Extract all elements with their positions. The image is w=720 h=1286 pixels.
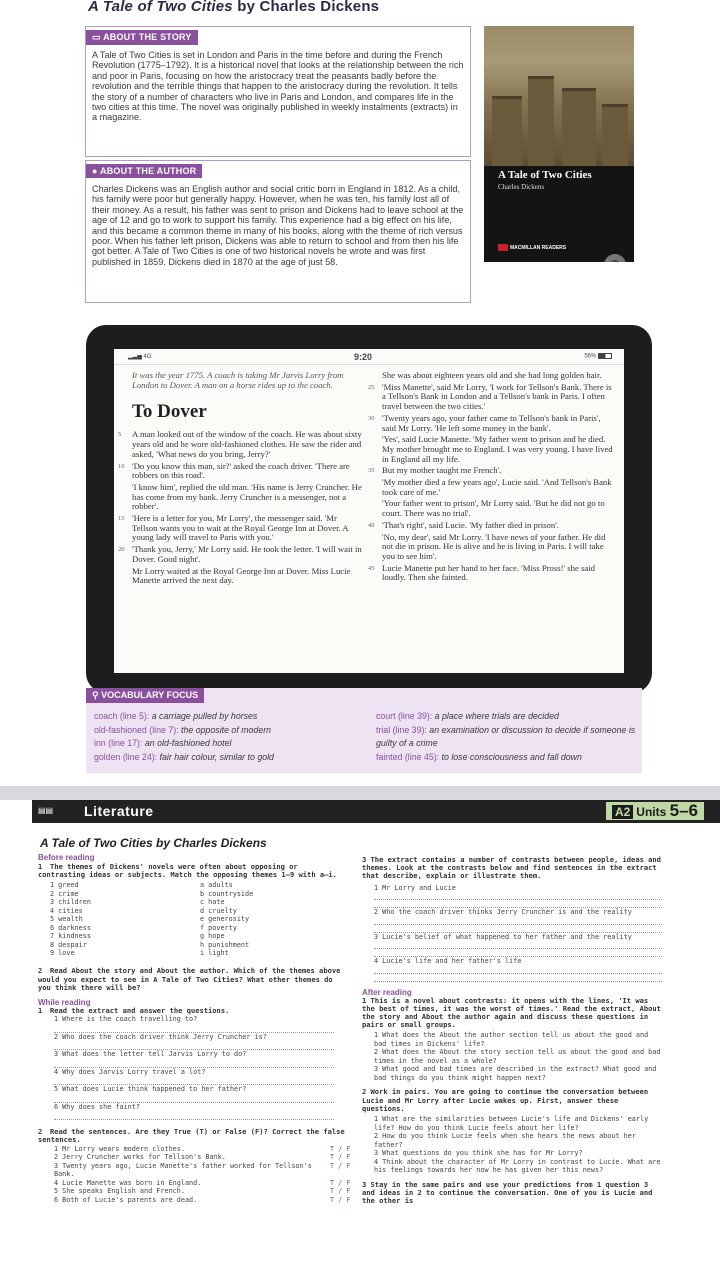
true-false-text: 2 Jerry Cruncher works for Tellson's Bank. xyxy=(54,1153,226,1162)
title-italic: A Tale of Two Cities xyxy=(88,0,233,15)
page-divider xyxy=(0,786,720,800)
discussion-item: 2 How do you think Lucie feels when she hears the news about her father? xyxy=(374,1132,636,1149)
true-false-choice[interactable]: T / F xyxy=(330,1178,351,1187)
units-range: 5–6 xyxy=(669,801,698,820)
after-question-3: 3 Stay in the same pairs and use your predictions from 1 question 3 and ideas in 2 to continue the conversation. One of you is Lucie and the other is xyxy=(362,1179,653,1205)
vocab-right-list xyxy=(376,710,638,764)
publisher-name: MACMILLAN READERS xyxy=(510,244,567,251)
story-paragraph xyxy=(118,544,364,564)
paragraph-text: But my mother taught me French'. xyxy=(382,465,502,476)
vocab-definition: fair hair colour, similar to gold xyxy=(157,751,274,762)
story-paragraph xyxy=(382,533,614,562)
battery-text: 56% xyxy=(584,353,597,360)
vocab-term: inn (line 17): xyxy=(94,738,143,748)
true-false-text: 1 Mr Lorry wears modern clothes. xyxy=(54,1144,185,1153)
true-false-text: 5 She speaks English and French. xyxy=(54,1187,185,1196)
paragraph-text: Mr Lorry waited at the Royal George Inn at Dover. Miss Lucie Manette arrived the next day. xyxy=(132,565,351,586)
paragraph-text: 'Thank you, Jerry,' Mr Lorry said. He took the letter. 'I will wait in Dover. Good night'. xyxy=(132,544,362,564)
vocab-entry xyxy=(94,724,364,738)
question-item: 1 Where is the coach travelling to? xyxy=(54,1015,198,1024)
story-paragraph xyxy=(382,435,614,464)
question-3: 3 The extract contains a number of contrasts between people, ideas and themes. Look at the contrasts below and find sentences in the extract that describe, explain or illustrate them. xyxy=(362,855,661,881)
story-paragraph xyxy=(132,483,364,512)
story-paragraph xyxy=(382,371,614,381)
theme-item: 1 greed xyxy=(50,881,79,890)
while-question-1-text: Read the extract and answer the questions. xyxy=(50,1006,230,1016)
vocab-definition: the opposite of modern xyxy=(178,724,272,735)
line-number: 40 xyxy=(368,521,375,529)
vocab-label-text: VOCABULARY FOCUS xyxy=(101,690,199,700)
true-false-item xyxy=(54,1162,354,1179)
story-paragraph xyxy=(132,567,364,586)
answer-line[interactable] xyxy=(54,1059,334,1068)
about-author-label-text: ABOUT THE AUTHOR xyxy=(100,166,197,176)
theme-item: 8 despair xyxy=(50,940,87,949)
about-author-box xyxy=(85,160,471,303)
contrast-item: 4 Lucie's life and her father's life xyxy=(374,957,522,966)
while-question-2: 2 Read the sentences. Are they True (T) or False (F)? Correct the false sentences. xyxy=(38,1127,345,1145)
theme-item: c hate xyxy=(200,898,225,907)
question-item: 3 What does the letter tell Jarvis Lorry to do? xyxy=(54,1050,247,1059)
story-paragraph xyxy=(368,381,614,412)
story-paragraph xyxy=(382,478,614,497)
line-number: 30 xyxy=(368,414,375,422)
matching-list xyxy=(50,881,348,963)
vocab-entry xyxy=(94,737,364,751)
question-item: 4 Why does Jarvis Lorry travel a lot? xyxy=(54,1067,206,1076)
line-number: 5 xyxy=(118,431,122,439)
answer-line[interactable] xyxy=(54,1076,334,1085)
paragraph-text: 'No, my dear', said Mr Lorry. 'I have news of your father. He did not die in prison. He is alive and he is living in Paris. I will take you to see him'. xyxy=(382,531,606,561)
true-false-choice[interactable]: T / F xyxy=(330,1187,351,1196)
question-2-text: Read About the story and About the author. Which of the themes above would you expect to see in A Tale of Two Cities? What other themes do you think there will be? xyxy=(38,966,341,992)
about-author-text: Charles Dickens was an English author and social critic born in England in 1812. As a child, his family were poor but generally happy. However, when he was ten, his family lost all of their money. As a result, his father was sent to prison and Dickens had to leave school at the age of 12 and go to work to support his family. This experience had a big effect on his life, and this became a common theme in many of his books, along with the theme of rich versus poor. When his father left prison, Dickens was able to return to school and from then his life got better. A Tale of Two Cities is one of two historical novels he wrote and was first published in 1859. Dickens died in 1870 at the age of just 58. xyxy=(92,184,464,267)
story-paragraph xyxy=(382,499,614,518)
about-story-text: A Tale of Two Cities is set in London and Paris in the time before and during the French Revolution (1775–1792). It is a historical novel that looks at the relationship between the rich and poor in Paris, focusing on how the aristocracy treat the peasants badly before the revolution and the terrible things that happen to the aristocracy during the revolution. It tells the story of a number of characters who live in Paris and London, and compares life in the two cities at this time. The novel was originally published in weekly instalments (extracts) in a magazine. xyxy=(92,50,464,123)
question-item: 2 Who does the coach driver think Jerry Cruncher is? xyxy=(54,1032,267,1041)
answer-line[interactable] xyxy=(54,1041,334,1050)
person-icon: ● xyxy=(92,166,101,176)
level-badge: A2 xyxy=(612,805,633,819)
literature-title: Literature xyxy=(84,803,154,819)
theme-item: d cruelty xyxy=(200,906,237,915)
while-reading-heading: While reading xyxy=(38,998,91,1008)
theme-item: a adults xyxy=(200,881,233,890)
literature-header xyxy=(32,800,720,823)
answer-line[interactable] xyxy=(374,966,662,974)
chapter-title: To Dover xyxy=(132,401,207,423)
paragraph-text: 'That's right', said Lucie. 'My father died in prison'. xyxy=(382,519,559,530)
paragraph-text: 'Here is a letter for you, Mr Lorry', the messenger said. 'Mr Tellson wants you to wait at the Royal George Inn at Dover. A young lady will travel to Paris with you.' xyxy=(132,513,349,543)
page-title xyxy=(88,0,379,15)
while-question-1: 1 Read the extract and answer the questions. xyxy=(38,1006,230,1016)
vocab-definition: a carriage pulled by horses xyxy=(149,711,258,721)
story-paragraph xyxy=(368,412,614,433)
battery-icon xyxy=(584,353,612,360)
paragraph-text: 'Yes', said Lucie Manette. 'My father went to prison and he died. My mother brought me to England. I was very young. I have lived in England all my life. xyxy=(382,434,613,464)
story-paragraph xyxy=(118,513,364,543)
before-reading-heading: Before reading xyxy=(38,853,95,862)
book-stack-icon: ▤▤ xyxy=(38,806,54,815)
line-number: 20 xyxy=(118,546,125,554)
true-false-choice[interactable]: T / F xyxy=(330,1153,351,1162)
vocab-entry xyxy=(376,710,638,724)
theme-item: f poverty xyxy=(200,923,237,932)
true-false-choice[interactable]: T / F xyxy=(330,1195,351,1204)
answer-line[interactable] xyxy=(54,1024,334,1033)
book-icon: ▭ xyxy=(92,32,104,42)
magnifier-icon: ⚲ xyxy=(92,690,102,700)
theme-item: 4 cities xyxy=(50,906,83,915)
status-bar xyxy=(114,349,624,365)
question-item: 5 What does Lucie think happened to her father? xyxy=(54,1085,247,1094)
theme-item: g hope xyxy=(200,932,225,941)
answer-line[interactable] xyxy=(374,925,662,933)
true-false-text: 4 Lucie Manette was born in England. xyxy=(54,1178,202,1187)
story-paragraph xyxy=(118,429,364,459)
answer-line[interactable] xyxy=(374,892,662,900)
cd-icon xyxy=(604,254,626,262)
contrast-item: 1 Mr Lorry and Lucie xyxy=(374,883,456,892)
vocab-term: trial (line 39): xyxy=(376,724,427,735)
story-paragraph xyxy=(368,562,614,583)
true-false-choice[interactable]: T / F xyxy=(330,1144,351,1153)
paragraph-text: 'Your father went to prison', Mr Lorry said. 'But he did not go to court. There was no trial'. xyxy=(382,498,605,519)
theme-item: 6 darkness xyxy=(50,923,91,932)
about-story-label-text: ABOUT THE STORY xyxy=(103,32,192,42)
vocab-term: court (line 39): xyxy=(376,711,433,721)
title-rest: by Charles Dickens xyxy=(232,0,380,15)
theme-item: 7 kindness xyxy=(50,932,91,941)
after-question-2: 2 Work in pairs. You are going to continue the conversation between Lucie and Mr Lorry after Lucie wakes up. First, answer these questions. xyxy=(362,1087,649,1113)
vocab-term: coach (line 5): xyxy=(94,711,150,721)
theme-item: b countryside xyxy=(200,889,254,898)
theme-item: 5 wealth xyxy=(50,915,83,924)
discussion-item: 4 Think about the character of Mr Lorry in contrast to Lucie. What are his feelings towards her now he has given her this news? xyxy=(374,1157,661,1175)
question-1: 1 The themes of Dickens' novels were often about opposing or contrasting ideas or subjects. Match the opposing themes 1–9 with a–i. xyxy=(38,862,337,880)
about-story-label xyxy=(86,30,198,45)
clock: 9:20 xyxy=(354,352,373,362)
answer-line[interactable] xyxy=(374,974,662,982)
vocab-entry xyxy=(376,724,638,751)
line-number: 10 xyxy=(118,462,125,470)
paragraph-text: 'I know him', replied the old man. 'His name is Jerry Cruncher. He has come from my bank. Jerry Cruncher is a messenger, not a robber'. xyxy=(132,481,362,512)
line-number: 45 xyxy=(368,564,375,572)
answer-line[interactable] xyxy=(54,1111,334,1120)
after-reading-heading: After reading xyxy=(362,987,412,997)
vocab-left-list xyxy=(94,710,364,764)
answer-line[interactable] xyxy=(374,917,662,925)
units-word: Units xyxy=(636,805,667,819)
worksheet-title: A Tale of Two Cities by Charles Dickens xyxy=(40,836,267,850)
theme-item: 3 children xyxy=(50,898,91,907)
cover-illustration xyxy=(484,26,634,166)
theme-item: e generosity xyxy=(200,915,250,924)
line-number: 15 xyxy=(118,515,125,523)
paragraph-text: She was about eighteen years old and she had long golden hair. xyxy=(382,370,602,380)
story-paragraph xyxy=(118,460,364,481)
ereader-right-column xyxy=(368,370,614,585)
about-author-label xyxy=(86,164,202,178)
paragraph-text: 'My mother died a few years ago', Lucie said. 'And Tellson's Bank took care of me.' xyxy=(382,477,612,497)
after-question-1: 1 This is a novel about contrasts: it opens with the lines, 'It was the best of times, it was the worst of times.' Read the extract, About the story and About the author again and discuss these questions in pairs or small groups. xyxy=(362,995,661,1030)
vocab-definition: to lose consciousness and fall down xyxy=(439,751,582,762)
question-item: 6 Why does she faint? xyxy=(54,1102,140,1111)
worksheet-left-column xyxy=(38,853,351,1204)
question-1-text: The themes of Dickens' novels were often about opposing or contrasting ideas or subjects. Match the opposing themes 1–9 with a–i. xyxy=(38,862,337,880)
book-cover-image xyxy=(484,26,634,262)
paragraph-text: 'Do you know this man, sir?' asked the coach driver. 'There are robbers on this road'. xyxy=(132,460,350,481)
line-number: 35 xyxy=(368,467,375,475)
paragraph-text: Lucie Manette put her hand to her face. 'Miss Pross!' she said loudly. Then she fainted. xyxy=(382,562,596,583)
discussion-item: 3 What good and bad times are described in the extract? What good and bad things do you think might happen next? xyxy=(374,1065,657,1082)
about-story-box xyxy=(85,26,471,157)
publisher-logo xyxy=(498,244,566,251)
vocab-entry xyxy=(376,751,638,765)
units-badge xyxy=(606,802,704,820)
story-paragraph xyxy=(368,519,614,531)
true-false-text: 3 Twenty years ago, Lucie Manette's father worked for Tellson's Bank. xyxy=(54,1161,312,1179)
vocab-definition: a place where trials are decided xyxy=(432,711,559,721)
question-2: 2 Read About the story and About the author. Which of the themes above would you expect to see in A Tale of Two Cities? What other themes do you think there will be? xyxy=(38,966,341,992)
contrast-item: 3 Lucie's belief of what happened to her father and the reality xyxy=(374,932,632,941)
theme-item: 9 love xyxy=(50,949,75,958)
discussion-item: 3 What questions do you think she has for Mr Lorry? xyxy=(374,1149,583,1158)
discussion-item: 1 What are the similarities between Lucie's life and Dickens' early life? How do you think Lucie feels about her life? xyxy=(374,1115,649,1132)
cover-title: A Tale of Two Cities xyxy=(498,169,592,181)
contrast-item: 2 Who the coach driver thinks Jerry Cruncher is and the reality xyxy=(374,908,632,917)
vocab-definition: an old-fashioned hotel xyxy=(142,738,232,748)
true-false-choice[interactable]: T / F xyxy=(330,1161,351,1170)
true-false-item xyxy=(54,1145,354,1154)
answer-line[interactable] xyxy=(374,900,662,908)
ereader-left-column xyxy=(118,370,364,588)
tablet-screen xyxy=(114,349,624,673)
vocabulary-focus-box xyxy=(86,688,642,773)
theme-item: i light xyxy=(200,949,229,958)
vocabulary-focus-label xyxy=(86,688,204,703)
answer-line[interactable] xyxy=(374,941,662,949)
true-false-item xyxy=(54,1187,354,1196)
while-question-2-text: Read the sentences. Are they True (T) or False (F)? Correct the false sentences. xyxy=(38,1127,345,1145)
theme-item: h punishment xyxy=(200,940,250,949)
worksheet-right-column xyxy=(362,856,662,1205)
discussion-item: 1 What does the About the author section tell us about the good and bad times in Dickens' life? xyxy=(374,1031,649,1048)
true-false-item xyxy=(54,1153,354,1162)
vocab-term: old-fashioned (line 7): xyxy=(94,724,179,735)
vocab-entry xyxy=(94,710,364,724)
paragraph-text: A man looked out of the window of the coach. He was about sixty years old and he wore old-fashioned clothes. He saw the rider and asked, 'What news do you bring, Jerry?' xyxy=(132,429,362,459)
story-paragraph xyxy=(368,465,614,476)
cover-author: Charles Dickens xyxy=(498,183,545,191)
paragraph-text: 'Twenty years ago, your father came to Tellson's bank in Paris', said Mr Lorry. 'He left some money in the bank'. xyxy=(382,412,601,433)
paragraph-text: 'Miss Manette', said Mr Lorry, 'I work for Tellson's Bank. There is a Tellson's Bank in London and a Tellson's bank in Paris. I often travel between the two cities.' xyxy=(382,381,612,412)
signal-icon: ▂▃▅ 4G xyxy=(128,354,152,360)
true-false-item xyxy=(54,1196,354,1205)
tablet-device xyxy=(86,325,652,693)
vocab-term: golden (line 24): xyxy=(94,751,158,762)
answer-line[interactable] xyxy=(54,1094,334,1103)
answer-line[interactable] xyxy=(374,949,662,957)
vocab-definition: an examination or discussion to decide if someone is guilty of a crime xyxy=(376,724,636,748)
line-number: 25 xyxy=(368,383,375,391)
vocab-term: fainted (line 45): xyxy=(376,751,440,762)
chapter-intro: It was the year 1775. A coach is taking Mr Jarvis Lorry from London to Dover. A man on a horse rides up to the coach. xyxy=(132,370,344,390)
theme-item: 2 crime xyxy=(50,889,79,898)
signal-text: 4G xyxy=(143,354,152,360)
true-false-text: 6 Both of Lucie's parents are dead. xyxy=(54,1195,198,1204)
true-false-item xyxy=(54,1179,354,1188)
vocab-entry xyxy=(94,751,364,765)
discussion-item: 2 What does the About the story section tell us about the good and bad times in the novel as a whole? xyxy=(374,1048,661,1065)
